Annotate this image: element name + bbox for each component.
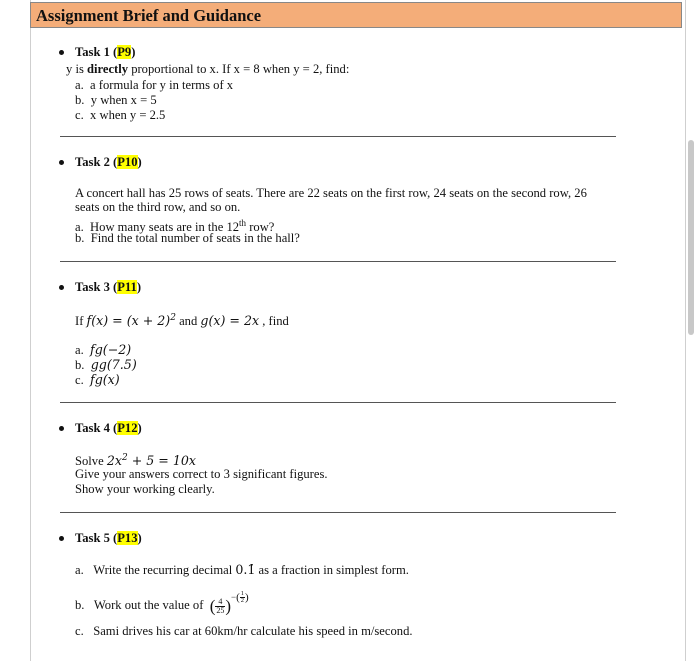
task2-paragraph-line1: A concert hall has 25 rows of seats. There are 22 seats on the first row, 24 seats on the second row, 26 <box>75 186 587 200</box>
task1-heading: Task 1 (P9) <box>75 45 136 59</box>
list-item: c. fg(x) <box>75 372 120 387</box>
task4-heading: Task 4 (P12) <box>75 421 142 435</box>
task5-heading: Task 5 (P13) <box>75 531 142 545</box>
bullet-icon <box>59 50 64 55</box>
task5-code: P13 <box>117 531 138 545</box>
divider <box>60 512 616 513</box>
list-item: c. x when y = 2.5 <box>75 108 166 122</box>
task4-code: P12 <box>117 421 138 435</box>
list-item: b. y when x = 5 <box>75 93 157 107</box>
task4-line3: Show your working clearly. <box>75 482 215 496</box>
list-item: b. Work out the value of ( $\frac{4}{25}$ )$^{-( \frac{1}{2} )}$ <box>75 589 249 616</box>
list-item: a. a formula for y in terms of x <box>75 78 234 92</box>
task4-equation: Solve $2x^2 + 5 = 10x$ <box>75 453 196 468</box>
list-item: a. How many seats are in the 12th row? <box>75 218 275 234</box>
section-header <box>30 2 682 28</box>
task3-intro: If $f(x) = (x + 2)^2$ and g(x) = 2x , find <box>75 313 289 328</box>
bullet-icon <box>59 160 64 165</box>
bullet-icon <box>59 536 64 541</box>
header-title: Assignment Brief and Guidance <box>36 6 262 25</box>
bullet-icon <box>59 426 64 431</box>
list-item: a. fg(−2) <box>75 342 132 357</box>
task3-heading: Task 3 (P11) <box>75 280 142 294</box>
task2-paragraph-line2: seats on the third row, and so on. <box>75 200 241 214</box>
task1-statement: y is directly proportional to x. If x = 8 when y = 2, find: <box>66 62 350 76</box>
list-item: c. Sami drives his car at 60km/hr calculate his speed in m/second. <box>75 624 413 638</box>
task1-code: P9 <box>117 45 132 59</box>
task2-heading: Task 2 (P10) <box>75 155 142 169</box>
divider <box>60 402 616 403</box>
list-item: a. Write the recurring decimal 0.1̇ as a fraction in simplest form. <box>75 562 409 577</box>
divider <box>60 136 616 137</box>
task2-code: P10 <box>117 155 138 169</box>
list-item: b. Find the total number of seats in the hall? <box>75 231 300 245</box>
task4-line2: Give your answers correct to 3 significant figures. <box>75 467 328 481</box>
fraction: $\frac{4}{25}$ <box>216 596 225 615</box>
scrollbar-thumb[interactable] <box>688 140 694 335</box>
task3-code: P11 <box>117 280 137 294</box>
divider <box>60 261 616 262</box>
list-item: b. gg(7.5) <box>75 357 137 372</box>
bullet-icon <box>59 285 64 290</box>
